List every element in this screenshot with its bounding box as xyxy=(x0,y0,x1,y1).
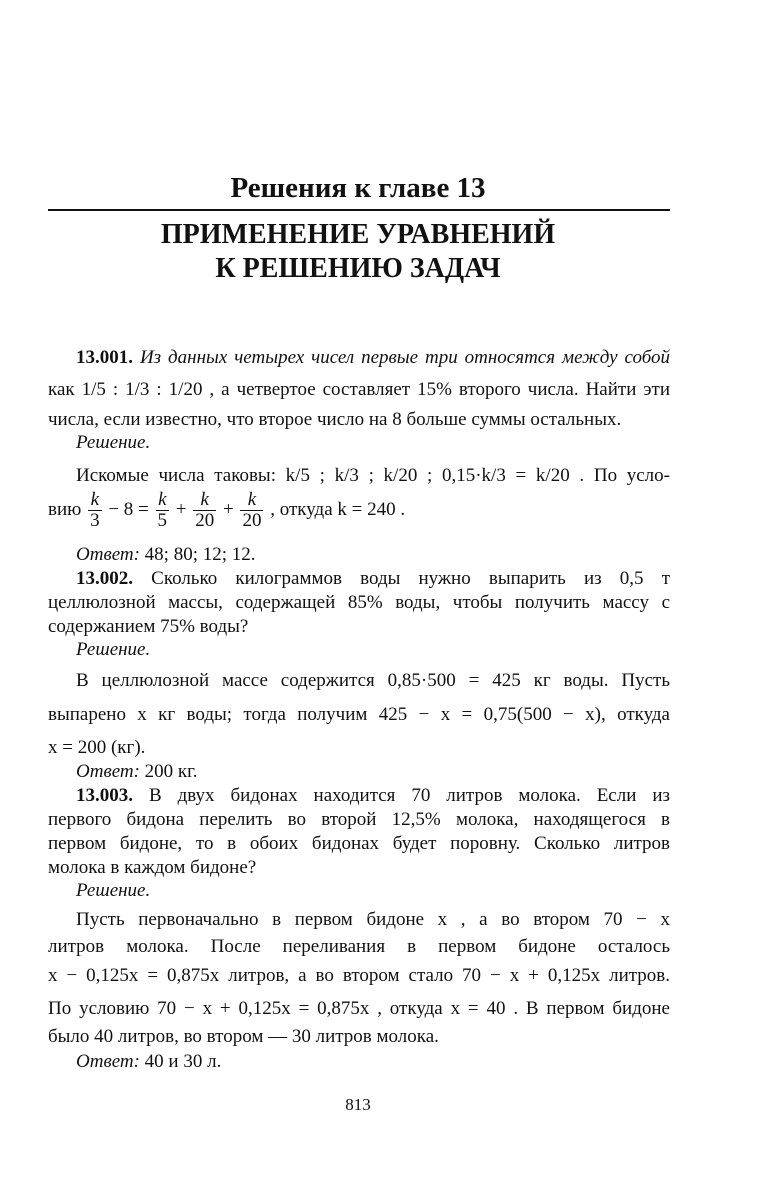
problem-13-002-statement-line-1 xyxy=(76,567,670,591)
headline-line-2: К РЕШЕНИЮ ЗАДАЧ xyxy=(215,253,501,284)
chapter-headline xyxy=(0,218,716,286)
answer-value: 40 и 30 л. xyxy=(144,1051,222,1072)
problem-13-003-statement-line-1 xyxy=(76,784,670,808)
solution-line: Искомые числа таковы: k/5 ; k/3 ; k/20 ; 0,15·k/3 = k/20 . По усло- xyxy=(76,465,670,486)
problem-number: 13.001. xyxy=(76,347,133,368)
fraction: $\frac{k}{3}$ xyxy=(90,489,100,531)
solution-label: Решение. xyxy=(76,432,151,453)
statement-line: первом бидоне, то в обоих бидонах будет поровну. Сколько литров xyxy=(48,833,670,854)
solution-label: Решение. xyxy=(76,880,151,901)
statement-line: содержанием 75% воды? xyxy=(48,616,249,637)
answer-line xyxy=(76,760,670,784)
answer-line xyxy=(76,1050,670,1074)
fraction: $\frac{k}{20}$ xyxy=(242,489,262,531)
statement-line: числа, если известно, что второе число на 8 больше суммы остальных. xyxy=(48,409,622,430)
problem-number: 13.002. xyxy=(76,568,133,589)
equation-operator: − 8 = xyxy=(108,498,149,520)
problem-13-001-statement-line-1 xyxy=(76,346,670,370)
statement-text: Из данных четырех чисел первые три относятся между собой xyxy=(139,347,671,368)
problem-number: 13.003. xyxy=(76,785,133,806)
solution-line: x = 200 (кг). xyxy=(48,737,146,758)
statement-line: молока в каждом бидоне? xyxy=(48,857,257,878)
statement-text: Сколько килограммов воды нужно выпарить из 0,5 т xyxy=(151,568,670,589)
solution-line: x − 0,125x = 0,875x литров, а во втором стало 70 − x + 0,125x литров. xyxy=(48,965,670,986)
solution-line: По условию 70 − x + 0,125x = 0,875x , откуда x = 40 . В первом бидоне xyxy=(48,998,670,1019)
answer-label: Ответ: xyxy=(76,761,140,782)
fraction: $\frac{k}{20}$ xyxy=(195,489,215,531)
answer-value: 48; 80; 12; 12. xyxy=(144,544,256,565)
chapter-title: Решения к главе 13 xyxy=(230,172,486,204)
statement-line: как 1/5 : 1/3 : 1/20 , а четвертое составляет 15% второго числа. Найти эти xyxy=(48,379,670,400)
solution-line: В целлюлозной массе содержится 0,85·500 = 425 кг воды. Пусть xyxy=(76,670,670,691)
solution-line: Пусть первоначально в первом бидоне x , а во втором 70 − x xyxy=(76,909,670,930)
solution-line: было 40 литров, во втором — 30 литров молока. xyxy=(48,1026,439,1047)
title-rule xyxy=(48,209,670,211)
solution-line: выпарено x кг воды; тогда получим 425 − x = 0,75(500 − x), откуда xyxy=(48,704,670,725)
equation-suffix: , откуда k = 240 . xyxy=(270,498,406,520)
answer-label: Ответ: xyxy=(76,1051,140,1072)
equation-plus: + xyxy=(223,498,234,520)
answer-value: 200 кг. xyxy=(144,761,198,782)
solution-line: литров молока. После переливания в первом бидоне осталось xyxy=(48,936,670,957)
solution-equation xyxy=(48,490,670,531)
equation-plus: + xyxy=(175,498,187,520)
answer-label: Ответ: xyxy=(76,544,140,565)
statement-text: В двух бидонах находится 70 литров молока. Если из xyxy=(148,785,671,806)
equation-prefix: вию xyxy=(48,498,82,520)
answer-line xyxy=(76,543,670,567)
statement-line: целлюлозной массы, содержащей 85% воды, чтобы получить массу с xyxy=(48,592,670,613)
page-number: 813 xyxy=(345,1095,371,1114)
statement-line: первого бидона перелить во второй 12,5% молока, находящегося в xyxy=(48,809,670,830)
fraction: $\frac{k}{5}$ xyxy=(157,489,168,531)
headline-line-1: ПРИМЕНЕНИЕ УРАВНЕНИЙ xyxy=(160,219,556,250)
solution-label: Решение. xyxy=(76,639,151,660)
